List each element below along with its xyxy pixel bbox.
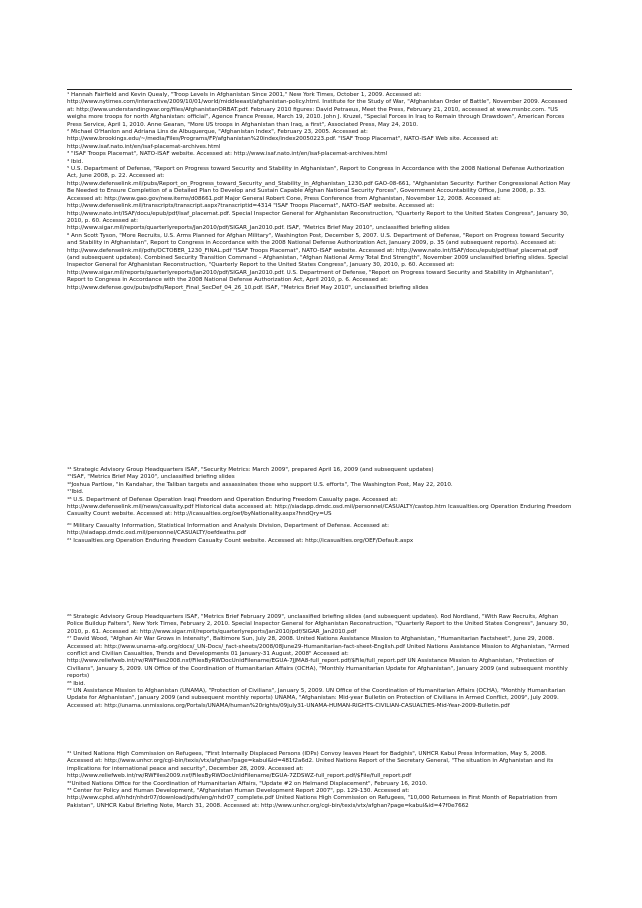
footnote-18-continued: http://www.defenselink.mil/news/casualty.pdf Historical data accessed at: http://siadapp.dmdc.osd.mil/personnel/CASUALTY/castop.htm Icasualties.org Operation Enduring Freedom Casualty Count website. Accessed at: http://icasualties.org/oef/byNationality.aspx?hndQry=US: [67, 504, 574, 518]
footnote-31: ³¹ United Nations High Commission on Refugees, "First Internally Displaced Persons (IDPs) Convoy leaves Heart for Badghis", UNHCR Kabul Press Information, May 5, 2008. Accessed at: http://www.unhcr.org/cgi-bin/texis/vtx/afghan?page=kabul&id=481f2a6d2. United Nations Report of the Secretary General, "The situation in Afghanistan and its implications for international peace and security", December 28, 2009. Accessed at:: [67, 751, 556, 772]
footnote-20-link: http://siadapp.dmdc.osd.mil/personnel/CASUALTY/oefdeaths.pdf: [67, 530, 247, 537]
footnote-33: ³³ Center for Policy and Human Development, "Afghanistan Human Development Report 2007", pp. 129-130. Accessed at:: [67, 788, 410, 795]
footnote-4: ⁴ Ibid.: [67, 158, 84, 165]
footnote-2: ² Michael O'Hanlon and Adriana Lins de Albuquerque, "Afghanistan Index", February 23, 2005. Accessed at:: [67, 129, 368, 136]
footnote-29: ²⁹ UN Assistance Mission to Afghanistan (UNAMA), "Protection of Civilians", January 5, 2009. UN Office of the Coordination of Humanitarian Affairs (OCHA), "Monthly Humanitarian Update for Afghanistan", January 2009 (and subsequent monthly reports) UNAMA, "Afghanistan: Mid-year Bulletin on Protection of Civilians in Armed Conflict, 2009", July 2009. Accessed at: http://unama.unmissions.org/Portals/UNAMA/human%20rights/09july31-UNAMA-HUMAN-RIGHTS-CIVILIAN-CASUALTIES-Mid-Year-2009-Bulletin.pdf: [67, 688, 568, 709]
footnote-20: ²⁰ Military Casualty Information, Statistical Information and Analysis Division, Department of Defense. Accessed at:: [67, 523, 390, 529]
footnote-26: ²⁶ Strategic Advisory Group Headquarters ISAF, "Metrics Brief February 2009", unclassified briefing slides (and subsequent updates). Rod Nordland, "With Raw Recruits, Afghan Police Buildup Falters", New York Times, February 2, 2010. Special Inspector General for Afghanistan Reconstruction, "Quarterly Report to the United States Congress", January 30, 2010, p. 61. Accessed at: http://www.sigar.mil/reports/quarterlyreports/Jan2010/pdf/SIGAR_Jan2010.pdf: [67, 614, 571, 635]
footnote-1-continued: http://www.nytimes.com/interactive/2009/10/01/world/middleeast/afghanistan-policy.html. Institute for the Study of War, "Afghanistan Order of Battle", November 2009. Accessed at: http://www.understandingwar.org/files/AfghanistanORBAT.pdf. February 2010 figures: David Petraeus, Meet the Press, February 21, 2010, accessed at www.msnbc.com. "US weighs more troops for north Afghanistan: official", Agence France Presse, March 19, 2010. John J. Kruzel, "Special Forces in Iraq to Remain through Drawdown", American Forces Press Service, April 1, 2010. Anne Gearan, "More US troops in Afghanistan than Iraq, a first", Associated Press, May 24, 2010.: [67, 99, 570, 128]
footnote-5-continued: http://www.defenselink.mil/pubs/Report_on_Progress_toward_Security_and_Stability_in_Afghanistan_1230.pdf GAO-08-661, "Afghanistan Security: Further Congressional Action May Be Needed to Ensure Completion of a Detailed Plan to Develop and Sustain Capable Afghan National Security Forces", Government Accountability Office, June 2008, p. 33. Accessed at: http://www.gao.gov/new.items/d08661.pdf Major General Robert Cone, Press Conference from Afghanistan, November 12, 2008. Accessed at: http://www.defenselink.mil/transcripts/transcript.aspx?transcriptid=4314 "ISAF Troops Placemat", NATO-ISAF website. Accessed at: http://www.nato.int/ISAF/docu/epub/pdf/isaf_placemat.pdf. Special Inspector General for Afghanistan Reconstruction, "Quarterly Report to the United States Congress", January 30, 2010, p. 60. Accessed at:: [67, 180, 573, 224]
footnote-27: ²⁷ David Wood, "Afghan Air War Grows in Intensity", Baltimore Sun, July 28, 2008. United Nations Assistance Mission to Afghanistan, "Humanitarian Factsheet", June 29, 2008. Accessed at: http://www.unama-afg.org/docs/_UN-Docs/_fact-sheets/2008/08June29-Humanitarian-fact-sheet-English.pdf United Nations Assistance Mission to Afghanistan, "Armed conflict and Civilian Casualties, Trends and Developments 01 January-31 August, 2008" Accessed at:: [67, 636, 572, 658]
footnotes-group-1: [67, 92, 572, 292]
footnote-5-links: http://www.sigar.mil/reports/quarterlyreports/Jan2010/pdf/SIGAR_Jan2010.pdf. ISAF, "Metrics Brief May 2010", unclassified briefing slides: [67, 225, 450, 232]
footnote-27-continued: http://www.reliefweb.int/rw/RWFiles2008.nsf/FilesByRWDocUnidFilename/EGUA-7JJMA8-full_report.pdf/$File/full_report.pdf UN Assistance Mission to Afghanistan, "Protection of Civilians", January 5, 2009. UN Office of the Coordination of Humanitarian Affairs (OCHA), "Monthly Humanitarian Update for Afghanistan", January 2009 (and subsequent monthly reports): [67, 658, 570, 680]
footnotes-group-4: [67, 614, 572, 710]
footnote-14: ¹⁴ Strategic Advisory Group Headquarters ISAF, "Security Metrics: March 2009", prepared April 16, 2009 (and subsequent updates): [67, 467, 434, 473]
footnote-2-continued: http://www.brookings.edu/~/media/Files/Programs/FP/afghanistan%20index/index20050223.pdf. "ISAF Troop Placemat", NATO-ISAF Web site. Accessed at: http://www.isaf.nato.int/en/isaf-placemat-archives.html: [67, 136, 501, 150]
footnote-5: ⁵ U.S. Department of Defense, "Report on Progress toward Security and Stability in Afghanistan", Report to Congress in Accordance with the 2008 National Defense Authorization Act, June 2008, p. 22. Accessed at:: [67, 166, 567, 180]
footnote-33-continued: http://www.cphd.af/nhdr/nhdr07/download/pdfs/eng/nhdr07_complete.pdf United Nations High Commission on Refugees, "10,000 Returnees in First Month of Repatriation from Pakistan", UNHCR Kabul Briefing Note, March 31, 2008. Accessed at: http://www.unhcr.org/cgi-bin/texis/vtx/afghan?page=kabul&id=47f0e7662: [67, 795, 560, 809]
footnote-separator: [67, 89, 572, 90]
footnote-16: ¹⁶Joshua Partlow, "In Kandahar, the Taliban targets and assassinates those who support U.S. efforts", The Washington Post, May 22, 2010.: [67, 481, 453, 488]
footnote-17: ¹⁷Ibid.: [67, 489, 84, 496]
footnote-31-continued: http://www.reliefweb.int/rw/RWFiles2009.nsf/FilesByRWDocUnidFilename/EGUA-7ZDSWZ-full_report.pdf/$File/full_report.pdf: [67, 773, 412, 780]
footnote-3: ³ "ISAF Troops Placemat", NATO-ISAF website. Accessed at: http://www.isaf.nato.int/en/isaf-placemat-archives.html: [67, 151, 388, 158]
footnote-6: ⁶ Ann Scott Tyson, "More Recruits, U.S. Arms Planned for Afghan Military", Washington Post, December 5, 2007. U.S. Department of Defense, "Report on Progress toward Security and Stability in Afghanistan", Report to Congress in Accordance with the 2008 National Defense Authorization Act, January 2009, p. 35 (and subsequent reports). Accessed at: http://www.defenselink.mil/pdfs/OCTOBER_1230_FINAL.pdf "ISAF Troops Placemat", NATO-ISAF website. Accessed at: http://www.nato.int/ISAF/docu/epub/pdf/isaf_placemat.pdf (and subsequent updates). Combined Security Transition Command – Afghanistan, "Afghan National Army Total End Strength", November 2009 unclassified briefing slides. Special Inspector General for Afghanistan Reconstruction, "Quarterly Report to the United States Congress", January 30, 2010, p. 60. Accessed at: http://www.sigar.mil/reports/quarterlyreports/Jan2010/pdf/SIGAR_Jan2010.pdf. U.S. Department of Defense, "Report on Progress toward Security and Stability in Afghanistan", Report to Congress in Accordance with the 2008 National Defense Authorization Act, April 2010, p. 6. Accessed at: http://www.defense.gov/pubs/pdfs/Report_Final_SecDef_04_26_10.pdf. ISAF, "Metrics Brief May 2010", unclassified briefing slides: [67, 232, 570, 291]
footnote-15: ¹⁵ISAF, "Metrics Brief May 2010", unclassified briefing slides: [67, 474, 235, 481]
footnotes-group-3: [67, 523, 572, 545]
footnote-28: ²⁸ Ibid.: [67, 680, 86, 687]
footnote-32: ³²United Nations Office for the Coordination of Humanitarian Affairs, "Update #2 on Helmand Displacement", February 16, 2010.: [67, 780, 428, 787]
footnote-18: ¹⁸ U.S. Department of Defense Operation Iraqi Freedom and Operation Enduring Freedom Casualty page. Accessed at:: [67, 496, 398, 503]
footnote-1: ¹ Hannah Fairfield and Kevin Quealy, "Troop Levels in Afghanistan Since 2001," New York Times, October 1, 2009. Accessed at:: [67, 92, 422, 98]
footnotes-group-2: [67, 467, 572, 519]
footnotes-group-5: [67, 751, 572, 810]
footnote-21: ²¹ Icasualties.org Operation Enduring Freedom Casualty Count website. Accessed at: http://icasualties.org/OEF/Default.aspx: [67, 537, 414, 544]
